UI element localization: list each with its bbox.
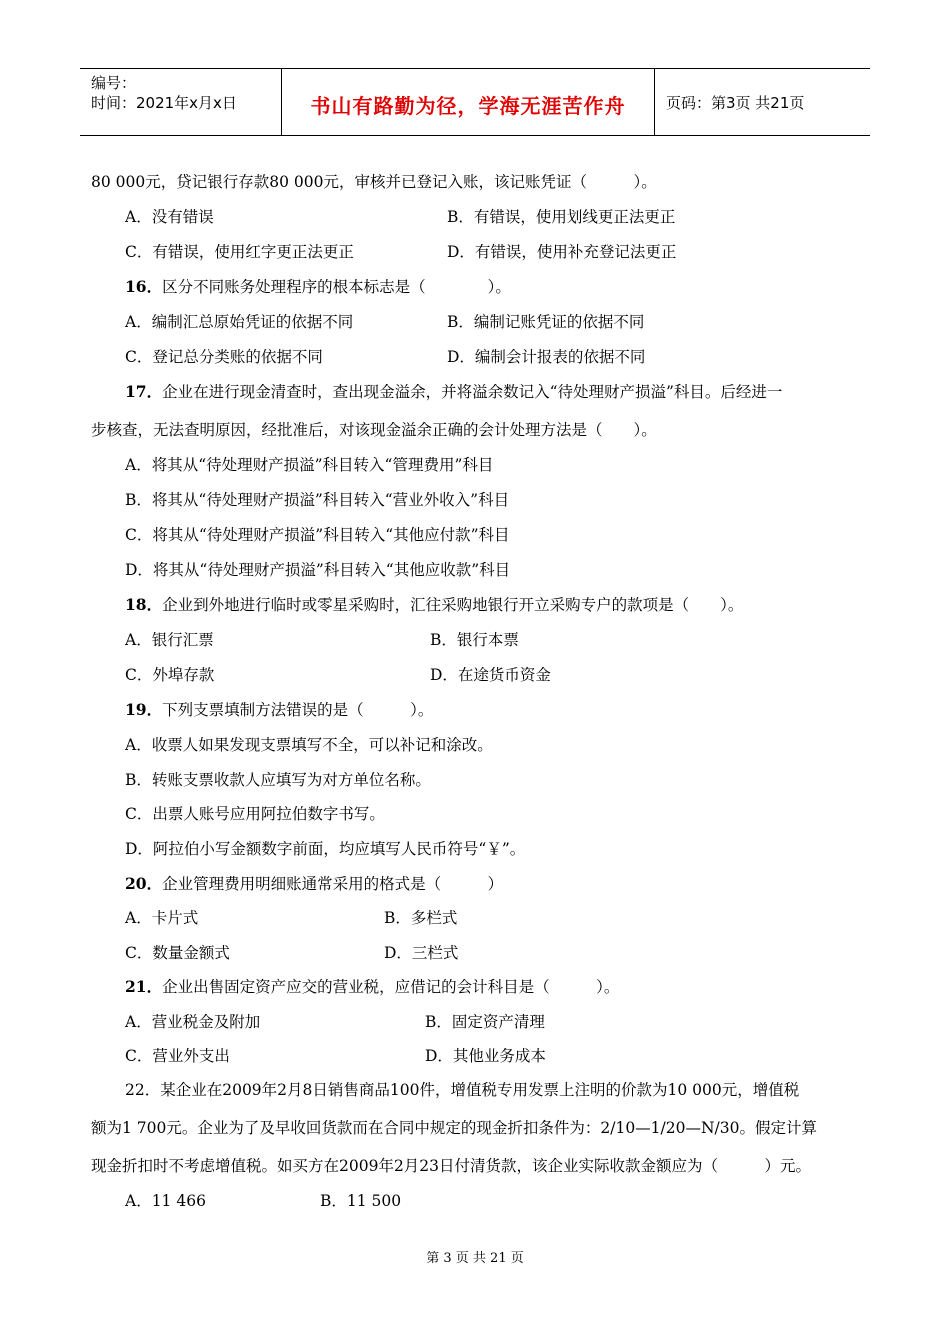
q21-option-d: D．其他业务成本: [425, 1047, 546, 1065]
q21-option-a: A．营业税金及附加: [125, 1013, 261, 1031]
q19-option-b: B．转账支票收款人应填写为对方单位名称。: [125, 771, 431, 789]
q16-option-c: C．登记总分类账的依据不同: [125, 348, 323, 366]
q20-stem: [125, 872, 503, 894]
q16-option-b: B．编制记账凭证的依据不同: [447, 313, 645, 331]
q20-option-b: B．多栏式: [384, 909, 458, 927]
document-header: [80, 68, 870, 136]
q21-text: 企业出售固定资产应交的营业税，应借记的会计科目是（ ）。: [162, 978, 620, 996]
q18-option-d: D．在途货币资金: [430, 666, 551, 684]
q19-stem: [125, 698, 433, 720]
q17-number: 17．: [125, 382, 163, 401]
q18-option-b: B．银行本票: [430, 631, 519, 649]
q21-stem: [125, 975, 619, 997]
q16-text: 区分不同账务处理程序的根本标志是（ ）。: [162, 278, 511, 296]
q21-option-b: B．固定资产清理: [425, 1013, 545, 1031]
q18-option-a: A．银行汇票: [125, 631, 214, 649]
q21-number: 21．: [125, 977, 163, 996]
q20-number: 20．: [125, 874, 163, 893]
q16-option-a: A．编制汇总原始凭证的依据不同: [125, 313, 354, 331]
q19-text: 下列支票填制方法错误的是（ ）。: [162, 701, 434, 719]
q17-stem-line1: [125, 380, 782, 402]
q21-option-c: C．营业外支出: [125, 1047, 230, 1065]
q17-option-b: B．将其从“待处理财产损溢”科目转入“营业外收入”科目: [125, 491, 510, 509]
q17-stem-line2: 步核查，无法查明原因，经批准后，对该现金溢余正确的会计处理方法是（ ）。: [91, 421, 657, 439]
motto: 书山有路勤为径，学海无涯苦作舟: [310, 94, 626, 118]
q22-option-a: A．11 466: [125, 1192, 206, 1210]
time-label: 时间：2021年x月x日: [91, 94, 237, 112]
number-label: 编号：: [91, 74, 137, 92]
page-label: 页码：第3页 共21页: [666, 94, 805, 112]
q16-option-d: D．编制会计报表的依据不同: [447, 348, 646, 366]
q20-option-a: A．卡片式: [125, 909, 199, 927]
q20-text: 企业管理费用明细账通常采用的格式是（ ）: [162, 875, 504, 893]
q19-number: 19．: [125, 700, 163, 719]
q18-option-c: C．外埠存款: [125, 666, 215, 684]
q18-number: 18．: [125, 595, 163, 614]
q22-stem-line2: 额为1 700元。企业为了及早收回货款而在合同中规定的现金折扣条件为：2/10—1/20—N/30。假定计算: [91, 1119, 817, 1137]
q20-option-c: C．数量金额式: [125, 944, 230, 962]
q17-option-a: A．将其从“待处理财产损溢”科目转入“管理费用”科目: [125, 456, 494, 474]
q15-option-a: A．没有错误: [125, 208, 214, 226]
q17-text: 企业在进行现金清查时，查出现金溢余，并将溢余数记入“待处理财产损溢”科目。后经进一: [162, 383, 783, 401]
q15-stem: 80 000元，贷记银行存款80 000元，审核并已登记入账，该记账凭证（ ）。: [91, 173, 657, 191]
q18-stem: [125, 593, 743, 615]
q22-option-b: B．11 500: [320, 1192, 402, 1210]
header-meta: [80, 69, 282, 135]
q19-option-a: A．收票人如果发现支票填写不全，可以补记和涂改。: [125, 736, 493, 754]
q22-stem-line1: 22．某企业在2009年2月8日销售商品100件，增值税专用发票上注明的价款为10 000元，增值税: [125, 1081, 800, 1099]
q22-stem-line3: 现金折扣时不考虑增值税。如买方在2009年2月23日付清货款，该企业实际收款金额应为（ ）元。: [91, 1157, 812, 1175]
q15-option-b: B．有错误，使用划线更正法更正: [447, 208, 676, 226]
q16-number: 16．: [125, 277, 163, 296]
q18-text: 企业到外地进行临时或零星采购时，汇往采购地银行开立采购专户的款项是（ ）。: [162, 596, 744, 614]
q16-stem: [125, 275, 511, 297]
q17-option-c: C．将其从“待处理财产损溢”科目转入“其他应付款”科目: [125, 526, 510, 544]
q19-option-d: D．阿拉伯小写金额数字前面，均应填写人民币符号“￥”。: [125, 840, 526, 858]
q17-option-d: D．将其从“待处理财产损溢”科目转入“其他应收款”科目: [125, 561, 511, 579]
header-motto-cell: [282, 69, 655, 135]
q15-option-c: C．有错误，使用红字更正法更正: [125, 243, 354, 261]
q19-option-c: C．出票人账号应用阿拉伯数字书写。: [125, 805, 385, 823]
q20-option-d: D．三栏式: [384, 944, 459, 962]
q15-option-d: D．有错误，使用补充登记法更正: [447, 243, 677, 261]
page-footer: 第 3 页 共 21 页: [426, 1251, 524, 1266]
